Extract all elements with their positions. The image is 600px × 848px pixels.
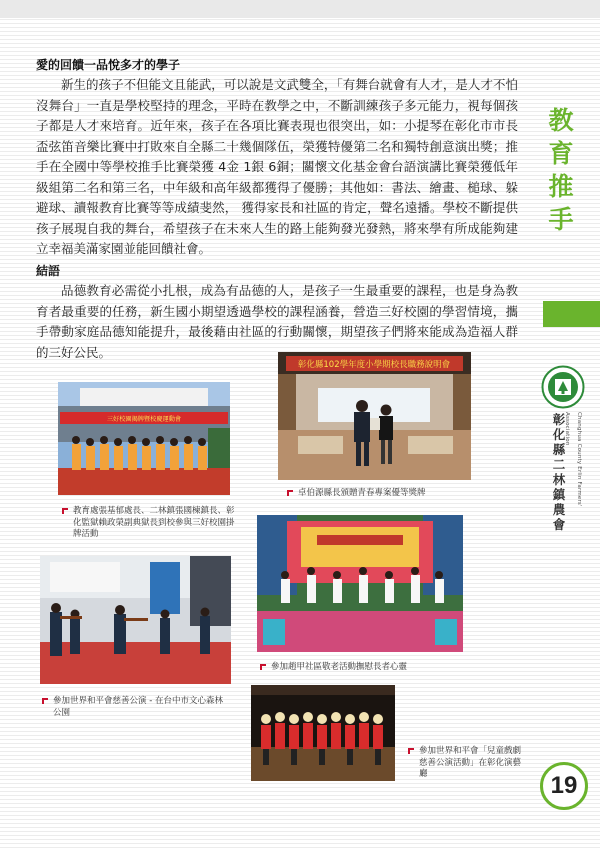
- page-number: 19: [540, 762, 588, 810]
- paragraph-talent: 新生的孩子不但能文且能武，可以說是文武雙全，「有舞台就會有人才，是人才不怕沒舞台」一直是學校堅持的理念，平時在教學之中，不斷訓練孩子多元能力，視每個孩子都是人才來培育。近年來，孩子在各項比賽表現也很突出，如：小提琴在彰化市市長盃弦笛音樂比賽中打敗來自全縣二十幾個隊伍，榮獲特優第二名和獨特創意演出獎；推手在全國中等學校推手比賽榮獲 4金 1銀 6銅；關懷文化基金會台語演講比賽榮獲低年級組第二名和第三名，中年級和高年級都獲得了優勝；其他如：書法、繪畫、槌球、躲避球、讀報教育比賽等等成績斐然， 獲得家長和社區的肯定，聲名遠播。學校不斷提供孩子展現自我的舞台，希望孩子在未來人生的路上能夠發光發熱，將來學有所成能夠建立幸福美滿家園並能回饋社會。: [36, 77, 518, 256]
- caption-text: 卓伯源縣長頒贈青春專案優等獎牌: [298, 488, 426, 498]
- caption-plaque: [62, 506, 238, 541]
- caption-marker: [287, 490, 293, 496]
- caption-violin: [42, 696, 228, 719]
- side-title-char: 手: [548, 205, 574, 234]
- side-title-char: 教: [548, 106, 574, 135]
- org-name-char: 農: [552, 502, 566, 517]
- caption-marker: [260, 664, 266, 670]
- side-title-char: 育: [548, 139, 574, 168]
- paragraph-conclusion: 品德教育必需從小扎根，成為有品德的人，是孩子一生最重要的課程，也是身為教育者最重要的任務，新生國小期望透過學校的課程涵養，營造三好校園的學習情境，攜手帶動家庭品德知能提升，最後藉由社區的行動關懷，期望孩子們將來能成為造福人群的三好公民。: [36, 283, 518, 360]
- org-name-english: Changhua County Erlin Farmers' Association: [564, 412, 582, 507]
- caption-text: 參加世界和平會慈善公演 - 在台中市文心森林公園: [53, 696, 223, 718]
- photo-elder-performance: [257, 515, 463, 652]
- green-accent-bar: [543, 301, 600, 327]
- side-title: [546, 104, 576, 236]
- caption-marker: [62, 508, 68, 514]
- farmers-association-logo: [541, 365, 585, 409]
- photo-violin-performance: [40, 556, 231, 684]
- photo-school-plaque-event: [58, 382, 230, 495]
- org-name-char: 會: [552, 517, 566, 532]
- org-name-char: 林: [552, 472, 566, 487]
- org-name-char: 彰: [552, 412, 566, 427]
- stage-banner-text: 彰化縣102學年度小學期校長職務說明會: [297, 360, 451, 370]
- photo-children-drama: [251, 685, 395, 781]
- side-title-char: 推: [548, 172, 574, 201]
- caption-elders: [260, 662, 470, 674]
- org-name-char: 鎮: [552, 487, 566, 502]
- caption-award: [287, 488, 487, 500]
- caption-marker: [42, 698, 48, 704]
- caption-drama: [408, 746, 526, 781]
- org-name-char: 縣: [552, 442, 566, 457]
- section-heading-conclusion: 結語: [36, 264, 61, 278]
- org-name-char: 化: [552, 427, 566, 442]
- caption-text: 教育處張基郁處長、二林鎮張國楝鎮長、彰化監獄賴政榮副典獄長到校參與三好校園掛牌活動: [73, 506, 235, 539]
- top-shade: [0, 0, 600, 18]
- caption-text: 參加世界和平會「兒童戲劇慈善公演活動」在彰化演藝廳: [419, 746, 522, 779]
- logo-emblem-icon: [541, 365, 585, 409]
- caption-text: 參加趙甲社區敬老活動撫慰長者心靈: [271, 662, 408, 672]
- section-heading-talent: 愛的回饋一品悅多才的學子: [36, 58, 181, 72]
- event-banner-text: 三好校園揭牌暨校慶運動會: [106, 416, 182, 423]
- caption-marker: [408, 748, 414, 754]
- photo-award-ceremony: [278, 352, 471, 480]
- org-name-char: 二: [552, 457, 566, 472]
